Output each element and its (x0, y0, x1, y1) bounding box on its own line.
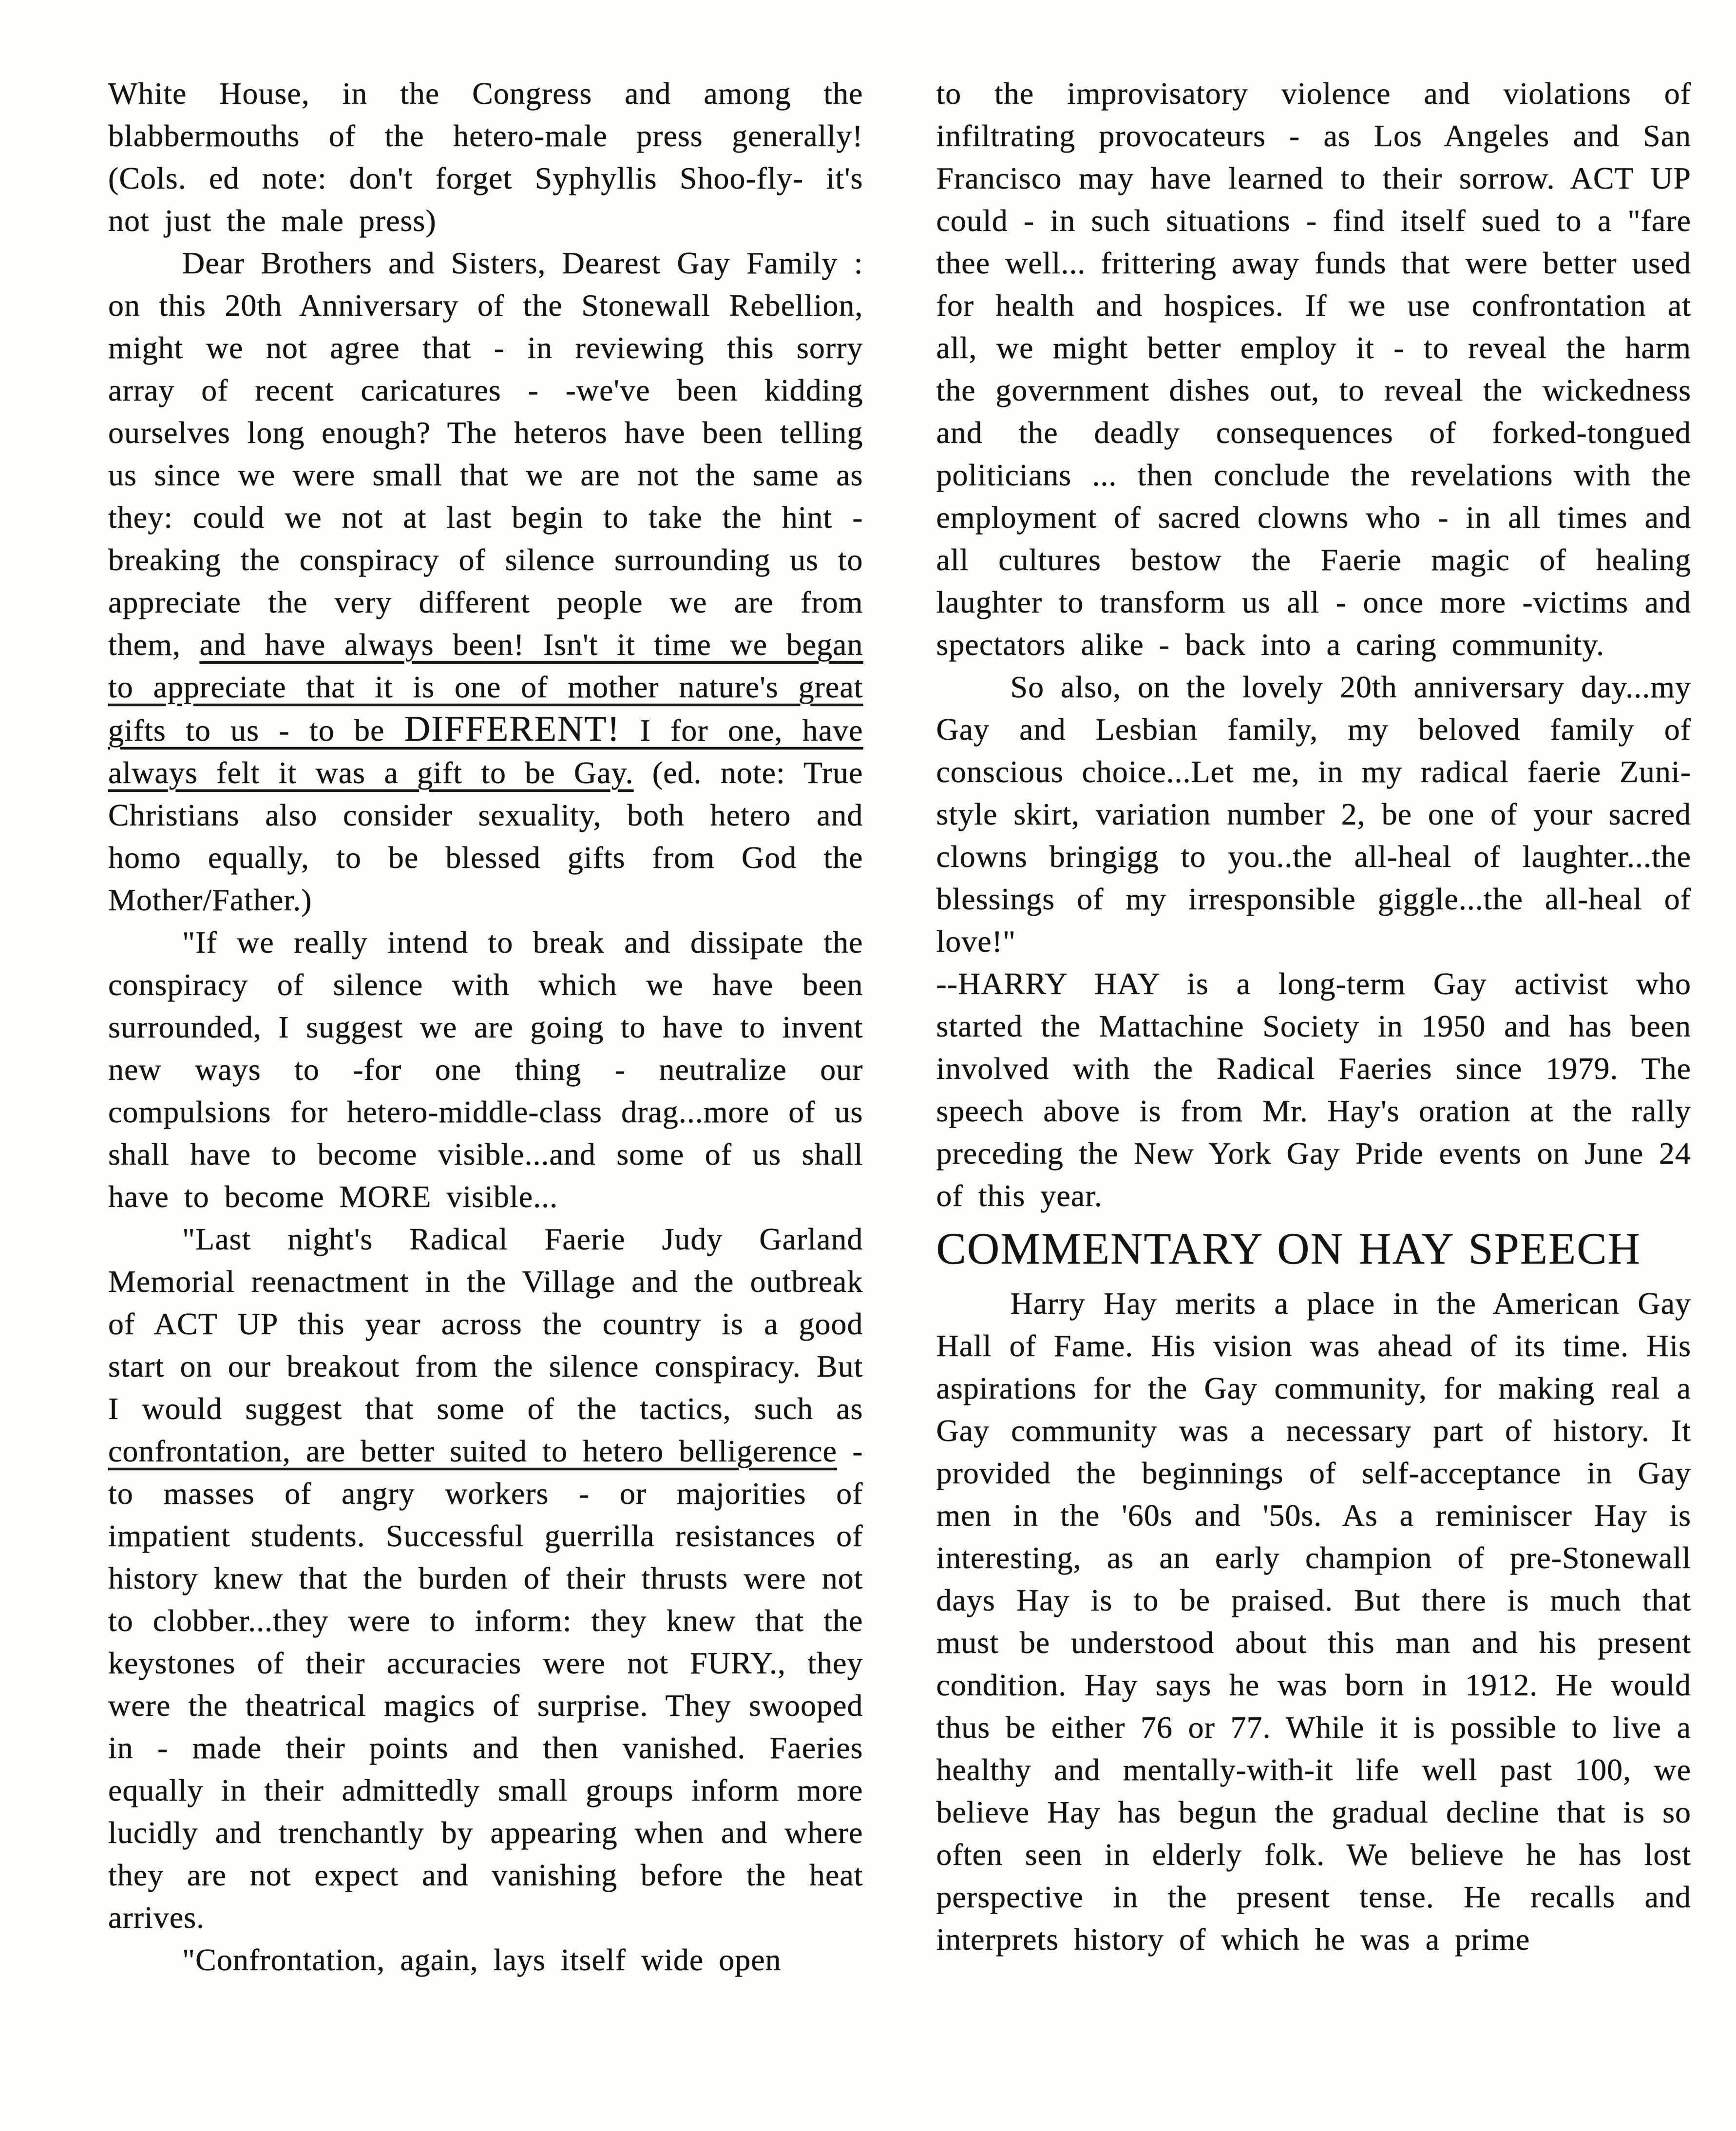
right-column (936, 72, 1692, 1981)
text-run: White House, in the Congress and among the blabbermouths of the hetero-male press generally! (Cols. ed note: don't forget Syphyllis Shoo-fly- it's not just the male press) (108, 76, 863, 238)
text-run: to the improvisatory violence and violations of infiltrating provocateurs - as Los Angeles and San Francisco may have learned to their sorrow. ACT UP could - in such situations - find itself sued to a "fare thee well... frittering away funds that were better used for health and hospices. If we use confrontation at all, we might better employ it - to reveal the harm the government dishes out, to reveal the wickedness and the deadly consequences of forked-tongued politicians ... then conclude the revelations with the employment of sacred clowns who - in all times and all cultures bestow the Faerie magic of healing laughter to transform us all - once more -victims and spectators alike - back into a caring community. (936, 76, 1691, 662)
text-run: --HARRY HAY is a long-term Gay activist who started the Mattachine Society in 1950 and has been involved with the Radical Faeries since 1979. The speech above is from Mr. Hay's oration at the rally preceding the New York Gay Pride events on June 24 of this year. (936, 966, 1691, 1213)
text-run: DIFFERENT! (404, 709, 621, 749)
commentary-headline-text: COMMENTARY ON HAY SPEECH (936, 1224, 1641, 1273)
text-run: So also, on the lovely 20th anniversary day...my Gay and Lesbian family, my beloved family of conscious choice...Let me, in my radical faerie Zuni-style skirt, variation number 2, be one of your sacred clowns bringigg to you..the all-heal of laughter...the blessings of my irresponsible giggle...the all-heal of love!" (936, 670, 1691, 959)
paragraph-so-also (936, 666, 1692, 962)
paragraph-continuation (936, 72, 1692, 666)
text-run: I for one, have always felt it was a gift to be Gay. (108, 713, 863, 790)
text-run: (ed. note: True Christians also consider sexuality, both hetero and homo equally, to be blessed gifts from God the Mother/Father.) (108, 755, 863, 917)
text-run: and have always been! Isn't it time we began to appreciate that it is one of mother nature's great gifts to us - to be (108, 627, 863, 748)
paragraph-confrontation-again (108, 1939, 863, 1981)
text-run: "If we really intend to break and dissipate the conspiracy of silence with which we have been surrounded, I suggest we are going to have to invent new ways to -for one thing - neutralize our compulsions for hetero-middle-class drag...more of us shall have to become visible...and some of us shall have to become MORE visible... (108, 925, 863, 1214)
text-run: - to masses of angry workers - or majorities of impatient students. Successful guerrilla resistances of history knew that the burden of their thrusts were not to clobber...they were to inform: they knew that the keystones of their accuracies were not FURY., they were the theatrical magics of surprise. They swooped in - made their points and then vanished. Faeries equally in their admittedly small groups inform more lucidly and trenchantly by appearing when and where they are not expect and vanishing before the heat arrives. (108, 1434, 863, 1935)
text-run: confrontation, are better suited to hetero belligerence (108, 1434, 837, 1468)
text-run: "Confrontation, again, lays itself wide open (182, 1942, 782, 1977)
paragraph-dear-brothers (108, 242, 863, 921)
paragraph-last-nights (108, 1218, 863, 1939)
text-run: "Last night's Radical Faerie Judy Garland Memorial reenactment in the Village and the outbreak of ACT UP this year across the country is a good start on our breakout from the silence conspiracy. But I would suggest that some of the tactics, such as (108, 1222, 863, 1426)
left-column (108, 72, 863, 1981)
paragraph-continuation (108, 72, 863, 242)
text-run: Dear Brothers and Sisters, Dearest Gay Family : on this 20th Anniversary of the Stonewall Rebellion, might we not agree that - in reviewing this sorry array of recent caricatures - -we've been kidding ourselves long enough? The heteros have been telling us since we were small that we are not the same as they: could we not at last begin to take the hint - breaking the conspiracy of silence surrounding us to appreciate the very different people we are from them, (108, 246, 863, 662)
paragraph-commentary-body (936, 1282, 1692, 1960)
paragraph-harry-hay-bio (936, 962, 1692, 1217)
paragraph-if-we-really (108, 921, 863, 1218)
text-run: Harry Hay merits a place in the American Gay Hall of Fame. His vision was ahead of its time. His aspirations for the Gay community, for making real a Gay community was a necessary part of history. It provided the beginnings of self-acceptance in Gay men in the '60s and '50s. As a reminiscer Hay is interesting, as an early champion of pre-Stonewall days Hay is to be praised. But there is much that must be understood about this man and his present condition. Hay says he was born in 1912. He would thus be either 76 or 77. While it is possible to live a healthy and mentally-with-it life well past 100, we believe Hay has begun the gradual decline that is so often seen in elderly folk. We believe he has lost perspective in the present tense. He recalls and interprets history of which he was a prime (936, 1286, 1691, 1957)
commentary-headline (936, 1220, 1692, 1277)
